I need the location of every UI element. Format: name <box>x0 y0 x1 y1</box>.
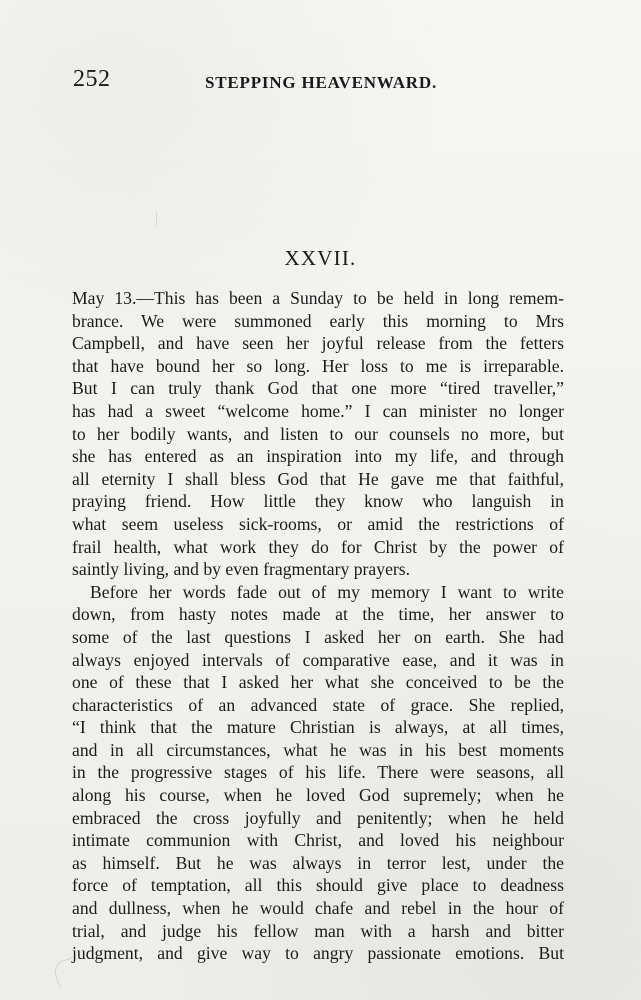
page-header <box>73 66 567 98</box>
text-line: May 13.—This has been a Sunday to be held in long remem- <box>72 288 564 308</box>
text-line: characteristics of an advanced state of grace. She replied, <box>72 694 564 715</box>
text-line: force of temptation, all this should give place to deadness <box>72 875 564 896</box>
text-line: to her bodily wants, and listen to our counsels no more, but <box>72 423 564 444</box>
text-line: praying friend. How little they know who languish in <box>72 491 564 512</box>
text-line: always enjoyed intervals of comparative ease, and it was in <box>72 649 564 670</box>
text-line: trial, and judge his fellow man with a harsh and bitter <box>72 920 564 941</box>
text-line: Campbell, and have seen her joyful release from the fetters <box>72 333 564 354</box>
running-head: STEPPING HEAVENWARD. <box>205 73 438 92</box>
chapter-title: XXVII. <box>284 246 357 270</box>
text-line: But I can truly thank God that one more “tired traveller,” <box>72 378 564 399</box>
text-line: and dullness, when he would chafe and rebel in the hour of <box>72 898 564 919</box>
text-line: that have bound her so long. Her loss to me is irreparable. <box>72 355 564 376</box>
text-line: judgment, and give way to angry passionate emotions. But <box>72 943 564 964</box>
text-line: frail health, what work they do for Christ by the power of <box>72 536 564 557</box>
text-line: has had a sweet “welcome home.” I can minister no longer <box>72 400 564 421</box>
text-line: one of these that I asked her what she conceived to be the <box>72 672 564 693</box>
text-line: all eternity I shall bless God that He gave me that faithful, <box>72 468 564 489</box>
text-line: saintly living, and by even fragmentary prayers. <box>72 559 411 580</box>
text-line: down, from hasty notes made at the time, her answer to <box>72 604 564 625</box>
page-number: 252 <box>73 66 111 92</box>
text-line: she has entered as an inspiration into my life, and through <box>72 446 564 467</box>
text-line: embraced the cross joyfully and penitently; when he held <box>72 807 564 828</box>
text-line: along his course, when he loved God supremely; when he <box>72 785 564 806</box>
text-line: what seem useless sick-rooms, or amid the restrictions of <box>72 513 564 534</box>
text-line: and in all circumstances, what he was in his best moments <box>72 739 564 760</box>
text-line: Before her words fade out of my memory I want to write <box>90 581 564 602</box>
text-line: some of the last questions I asked her on earth. She had <box>72 626 564 647</box>
text-line: intimate communion with Christ, and loved his neighbour <box>72 830 564 851</box>
text-line: “I think that the mature Christian is always, at all times, <box>72 717 564 738</box>
scan-mark <box>156 212 157 227</box>
text-line: in the progressive stages of his life. There were seasons, all <box>72 762 564 783</box>
text-line: as himself. But he was always in terror lest, under the <box>72 852 564 873</box>
body-text <box>72 287 564 965</box>
text-line: brance. We were summoned early this morning to Mrs <box>72 310 564 331</box>
